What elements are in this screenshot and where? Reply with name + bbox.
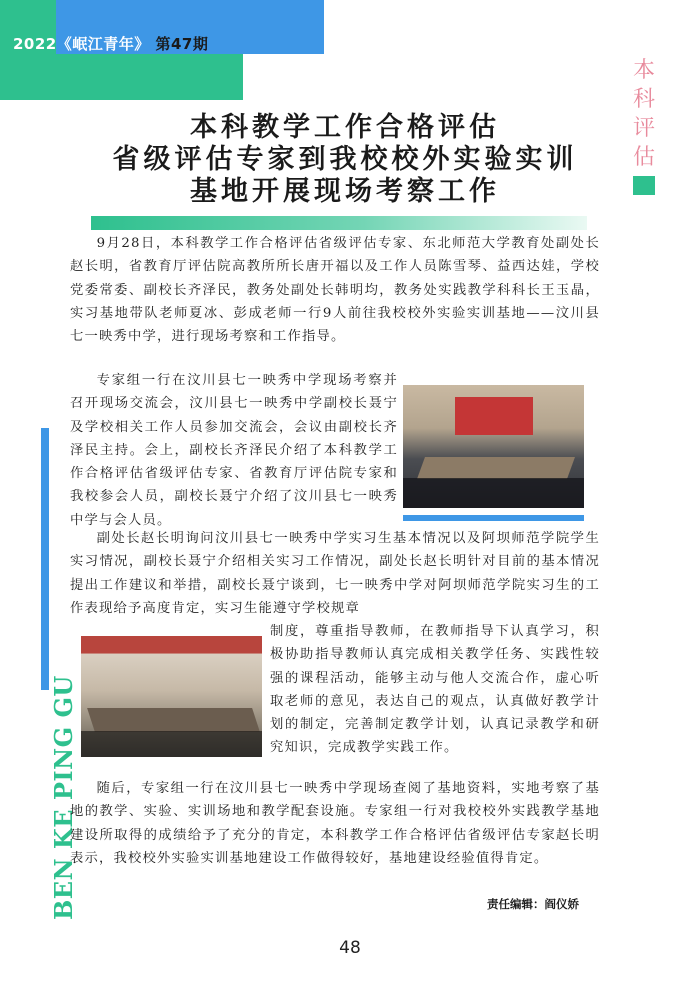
photo-people-shape (81, 731, 262, 757)
section-title-vertical (630, 56, 658, 172)
header-year: 2022 (13, 35, 57, 53)
article-title-line: 本科教学工作合格评估 (190, 112, 500, 143)
article-paragraph: 专家组一行在汶川县七一映秀中学现场考察并召开现场交流会，汶川县七一映秀中学副校长聂宁及学校相关工作人员参加交流会，会议由副校长齐泽民主持。会上，副校长齐泽民介绍了本科教学工作合格评估省级评估专家、省教育厅评估院专家和我校参会人员，副校长聂宁介绍了汶川县七一映秀中学与会人员。 (70, 373, 398, 528)
section-char: 评 (632, 116, 655, 141)
photo-table-shape (417, 457, 575, 479)
photo-people-shape (403, 478, 584, 508)
article-paragraph-continued: 制度，尊重指导教师，在教师指导下认真学习，积极协助指导教师认真完成相关教学任务、实践性较强的课程活动，能够主动与他人交流合作，虚心听取老师的意见，表达自己的观点，认真做好教学计划的制定，完善制定教学计划，认真记录教学和研究知识，完成教学实践工作。 (270, 624, 600, 756)
title-underline-bar (91, 216, 587, 230)
header-magazine: 《岷江青年》 (56, 35, 150, 53)
left-accent-bar (41, 428, 49, 690)
page-number: 48 (339, 938, 361, 958)
header-issue: 第47期 (155, 35, 209, 53)
section-pinyin-vertical: BEN KE PING GU (49, 675, 78, 920)
article-title-line: 省级评估专家到我校校外实验实训 (112, 144, 578, 175)
article-title (60, 112, 630, 208)
article-paragraph: 9月28日，本科教学工作合格评估省级评估专家、东北师范大学教育处副处长赵长明，省教育厅评估院高教所所长唐开福以及工作人员陈雪琴、益西达娃，学校党委常委、副校长齐泽民，教务处副处长韩明均，教务处实践教学科科长王玉晶，实习基地带队老师夏冰、彭成老师一行9人前往我校校外实验实训基地——汶川县七一映秀中学，进行现场考察和工作指导。 (70, 236, 600, 345)
section-char: 估 (632, 145, 655, 170)
photo-table-shape (87, 708, 260, 732)
photo-caption-bar (403, 515, 584, 521)
section-marker-square (633, 176, 655, 195)
photo-screen-shape (455, 397, 533, 435)
article-paragraph: 副处长赵长明询问汶川县七一映秀中学实习生基本情况以及阿坝师范学院学生实习情况，副校长聂宁介绍相关实习工作情况，副处长赵长明针对目前的基本情况提出工作建议和举措，副校长聂宁谈到，七一映秀中学对阿坝师范学院实习生的工作表现给予高度肯定，实习生能遵守学校规章 (70, 531, 600, 616)
article-title-line: 基地开展现场考察工作 (190, 176, 500, 207)
meeting-photo-1 (403, 385, 584, 508)
responsible-editor: 责任编辑：阎仪娇 (487, 897, 579, 911)
meeting-photo-2 (81, 636, 262, 757)
section-char: 本 (632, 58, 655, 83)
header-issue-line (13, 33, 208, 54)
section-char: 科 (632, 87, 655, 112)
article-paragraph: 随后，专家组一行在汶川县七一映秀中学现场查阅了基地资料，实地考察了基地的教学、实验、实训场地和教学配套设施。专家组一行对我校校外实践教学基地建设所取得的成绩给予了充分的肯定，本科教学工作合格评估省级评估专家赵长明表示，我校校外实验实训基地建设工作做得较好，基地建设经验值得肯定。 (70, 781, 600, 866)
